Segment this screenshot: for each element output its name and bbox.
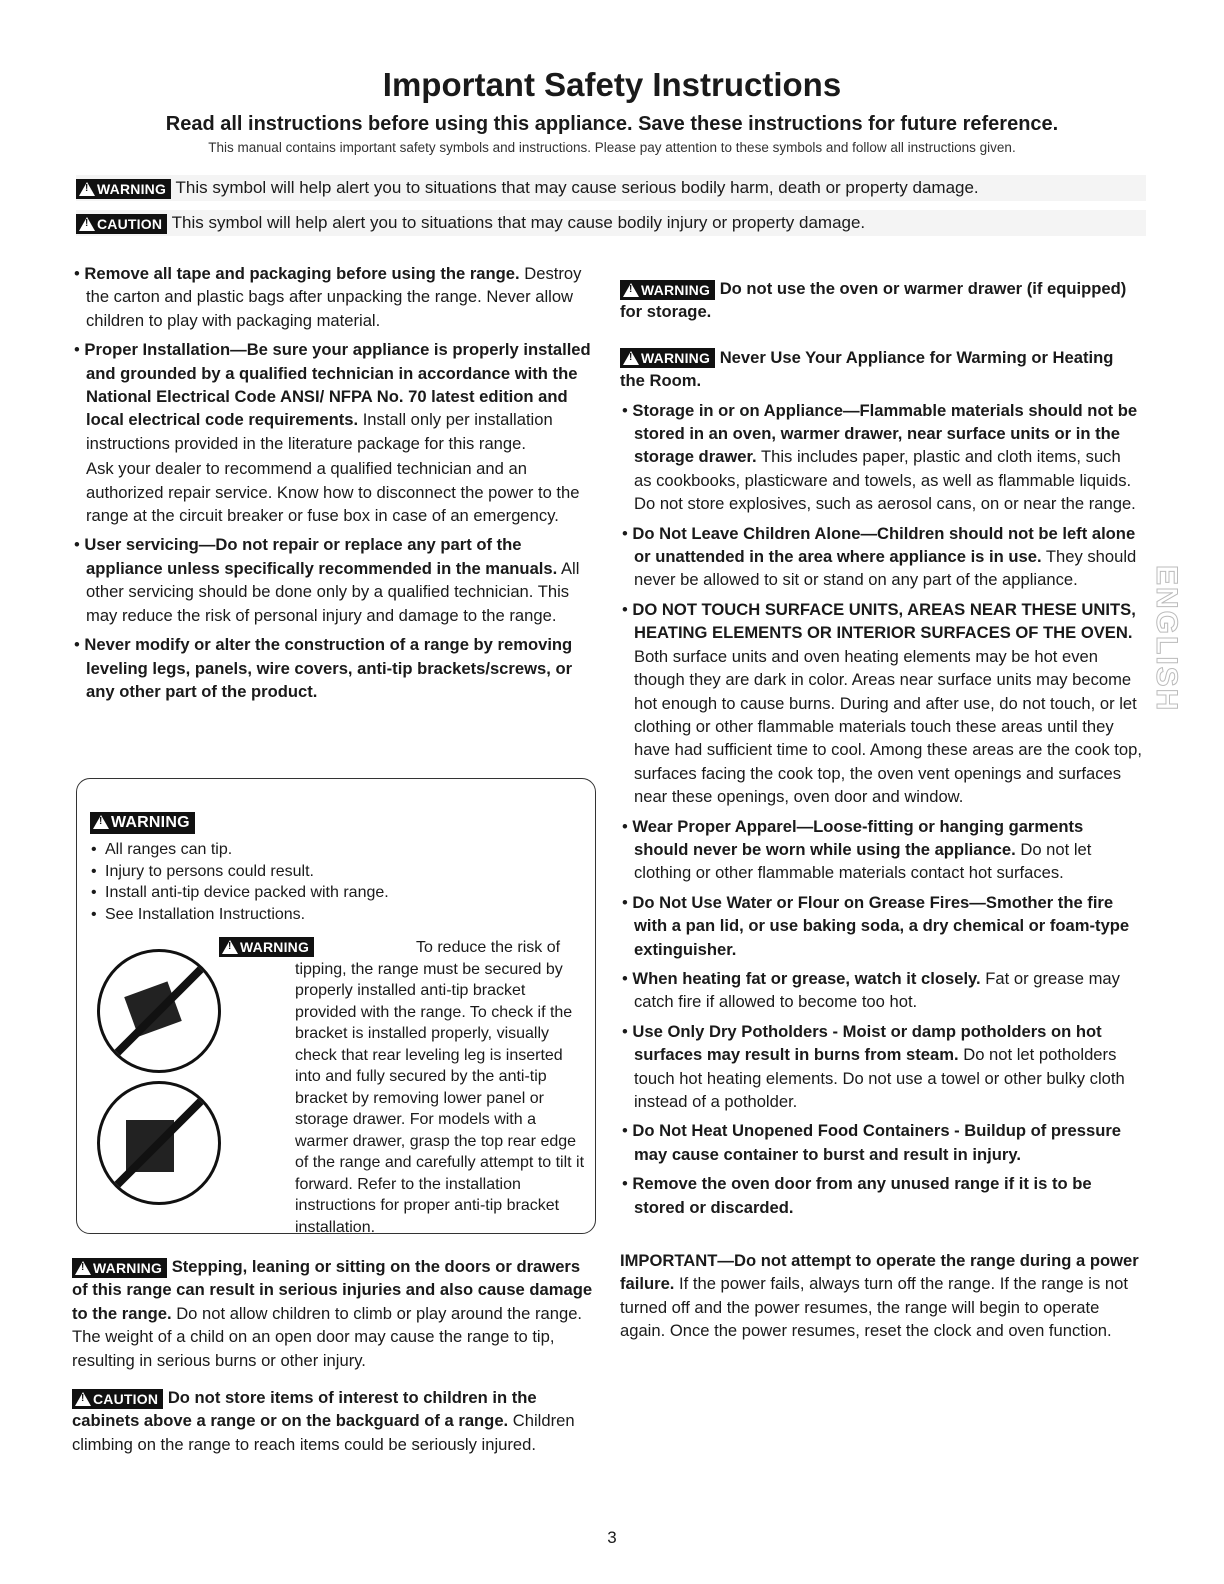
caution-badge: !CAUTION (76, 214, 167, 234)
page-number: 3 (607, 1528, 617, 1547)
list-item: • User servicing—Do not repair or replace any part of the appliance unless specifically recommended in the manuals. All other servicing should be done only by a qualified technician. This may reduce the risk of personal injury and damage to the range. (74, 535, 580, 625)
intro-text: This manual contains important safety symbols and instructions. Please pay attention to these symbols and follow all instructions given. (208, 140, 1016, 155)
paragraph: !CAUTION Do not store items of interest to children in the cabinets above a range or on the backguard of a range. Children climbing on the range to reach items could be seriously injured. (72, 1386, 596, 1456)
list-item: • All ranges can tip. (91, 839, 571, 861)
caution-badge: !CAUTION (72, 1389, 163, 1409)
tip-warning-badge: !WARNING (219, 937, 314, 957)
caution-triangle-icon (79, 217, 95, 231)
list-item: • Storage in or on Appliance—Flammable materials should not be stored in an oven, warmer drawer, near surface units or in the storage drawer. This includes paper, plastic and cloth items, such as cookbooks, plasticware and towels, as well as flammable liquids. Do not store explosives, such as aerosol cans, on or near the range. (622, 400, 1138, 514)
warning-badge: !WARNING (76, 179, 171, 199)
warning-triangle-icon (79, 182, 95, 196)
language-side-tab: ENGLISH (1150, 565, 1183, 713)
list-item: • See Installation Instructions. (91, 904, 571, 926)
warning-triangle-icon (623, 283, 639, 297)
paragraph: !WARNING Never Use Your Appliance for Warming or Heating the Room. (620, 346, 1142, 393)
box-warning-badge: !WARNING (90, 812, 195, 834)
warning-triangle-icon (222, 940, 238, 954)
list-item: • DO NOT TOUCH SURFACE UNITS, AREAS NEAR THESE UNITS, HEATING ELEMENTS OR INTERIOR SURFACES OF THE OVEN. Both surface units and oven heating elements may be hot even though they are dark in color. Areas near surface units may become hot enough to cause burns. During and after use, do not touch, or let clothing or other flammable materials touch these areas until they have had sufficient time to cool. Among these areas are the cook top, surfaces facing the cook top, the oven vent openings and surfaces near these openings, oven door and window. (622, 599, 1142, 807)
important-paragraph: IMPORTANT—Do not attempt to operate the range during a power failure. If the power fails, always turn off the range. If the range is not turned off and the power resumes, the range will begin to operate again. Once the power resumes, reset the clock and oven function. (620, 1251, 1139, 1341)
warning-symbol-text: This symbol will help alert you to situations that may cause serious bodily harm, death or property damage. (175, 178, 979, 197)
warning-badge: !WARNING (620, 280, 715, 300)
list-item: • Do Not Leave Children Alone—Children should not be left alone or unattended in the area where appliance is in use. They should never be allowed to sit or stand on any part of the appliance. (622, 523, 1137, 590)
warning-triangle-icon (75, 1261, 91, 1275)
left-column-lower (72, 1255, 596, 1456)
warning-symbol-row (76, 175, 1146, 201)
tip-list (91, 839, 571, 925)
stepping-on-door-icon (97, 1081, 221, 1205)
paragraph: Ask your dealer to recommend a qualified technician and an authorized repair service. Know how to disconnect the power to the range at the circuit breaker or fuse box in case of an emergency. (86, 459, 580, 526)
paragraph: !WARNING Do not use the oven or warmer drawer (if equipped) for storage. (620, 277, 1142, 324)
list-item: • Injury to persons could result. (91, 861, 571, 883)
anti-tip-warning-box (76, 778, 596, 1234)
warning-triangle-icon (623, 351, 639, 365)
caution-symbol-text: This symbol will help alert you to situations that may cause bodily injury or property damage. (171, 213, 866, 232)
page-title: Important Safety Instructions (382, 66, 842, 103)
page-subtitle: Read all instructions before using this appliance. Save these instructions for future reference. (165, 113, 1059, 135)
list-item: • Install anti-tip device packed with range. (91, 882, 571, 904)
list-item: • Proper Installation—Be sure your appliance is properly installed and grounded by a qualified technician in accordance with the National Electrical Code ANSI/ NFPA No. 70 latest edition and local electrical code requirements. Install only per installation instructions provided in the literature package for this range. (74, 340, 591, 453)
list-item: • Wear Proper Apparel—Loose-fitting or hanging garments should never be worn while using the appliance. Do not let clothing or other flammable materials contact hot surfaces. (622, 816, 1092, 883)
list-item: • Use Only Dry Potholders - Moist or damp potholders on hot surfaces may result in burns from steam. Do not let potholders touch hot heating elements. Do not use a towel or other bulky cloth instead of a potholder. (622, 1021, 1125, 1111)
right-column (620, 277, 1142, 1343)
paragraph: !WARNING Stepping, leaning or sitting on the doors or drawers of this range can result in serious injuries and also cause damage to the range. Do not allow children to climb or play around the range. The weight of a child on an open door may cause the range to tip, resulting in serious burns or other injury. (72, 1255, 596, 1372)
list-item: • Never modify or alter the construction of a range by removing leveling legs, panels, wire covers, anti-tip brackets/screws, or any other part of the product. (74, 635, 573, 701)
warning-badge: !WARNING (72, 1258, 167, 1278)
caution-triangle-icon (75, 1392, 91, 1406)
tipping-range-icon (97, 949, 221, 1073)
list-item: • Remove the oven door from any unused range if it is to be stored or discarded. (622, 1174, 1092, 1217)
list-item: • Remove all tape and packaging before using the range. Destroy the carton and plastic bags after unpacking the range. Never allow children to play with packaging material. (74, 264, 582, 330)
list-item: • Do Not Heat Unopened Food Containers - Buildup of pressure may cause container to burst and result in injury. (622, 1121, 1122, 1164)
warning-badge: !WARNING (620, 348, 715, 368)
left-column (72, 262, 596, 709)
list-item: • Do Not Use Water or Flour on Grease Fires—Smother the fire with a pan lid, or use baking soda, a dry chemical or foam-type extinguisher. (622, 892, 1130, 959)
warning-triangle-icon (93, 815, 109, 829)
caution-symbol-row (76, 210, 1146, 236)
anti-tip-instructions: To reduce the risk of tipping, the range must be secured by properly installed anti-tip bracket provided with the range. To check if the bracket is installed properly, visually check that rear leveling leg is inserted into and fully secured by the anti-tip bracket by removing lower panel or storage drawer. For models with a warmer drawer, grasp the top rear edge of the range and carefully attempt to tilt it forward. Refer to the installation instructions for proper anti-tip bracket installation. (295, 939, 585, 1236)
list-item: • When heating fat or grease, watch it closely. Fat or grease may catch fire if allowed to become too hot. (622, 968, 1120, 1012)
